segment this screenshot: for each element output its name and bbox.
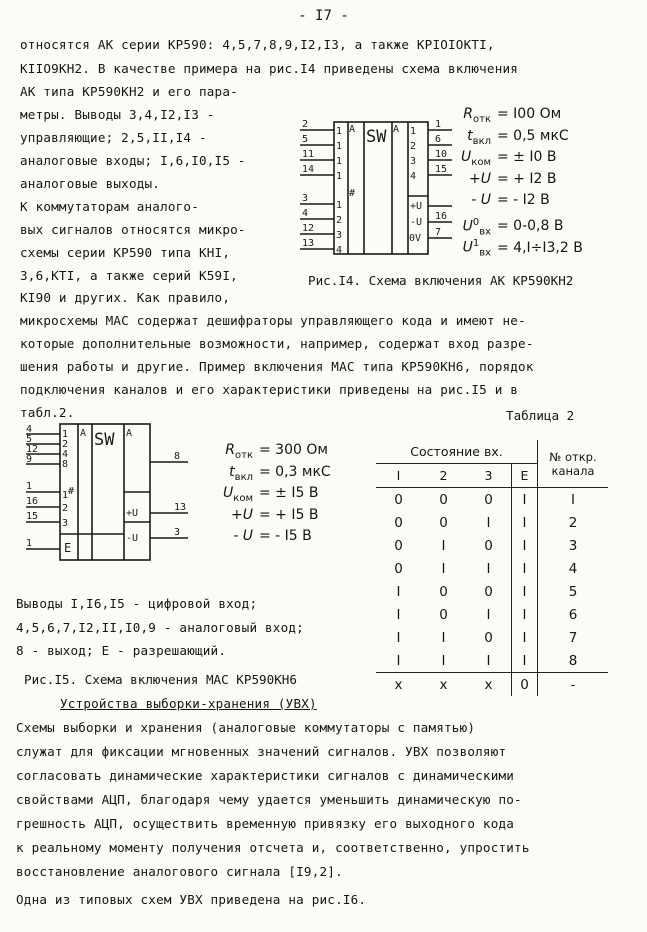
fig15-parameters [195, 440, 331, 548]
table-cell: I [441, 537, 446, 554]
text-line: микросхемы МАС содержат дешифраторы управляющего кода и имеют не- [20, 313, 526, 328]
fig14-pin-right: 10 [435, 149, 448, 160]
param-row: $U^1_{вх} = 4,I\div I3,2$ В [462, 238, 583, 259]
text-line: К коммутаторам аналого- [20, 199, 199, 214]
fig14-pin-left: 3 [302, 193, 309, 204]
table-cell: I [512, 626, 538, 649]
table-cell: 4 [538, 557, 609, 580]
table-cell: I [512, 557, 538, 580]
table-cell: 0 [394, 560, 403, 577]
fig14-inner-mark: 1 [410, 126, 417, 137]
fig14-pin-left: 4 [302, 208, 309, 219]
text-line: 3,6,КТI, а также серий К59I, [20, 268, 238, 283]
fig14-inner-mark: 1 [336, 141, 343, 152]
table-col-header: 3 [466, 464, 512, 488]
param-row: - U = - I2 В [471, 192, 550, 208]
table-cell: 0 [439, 491, 448, 508]
table-cell: I [512, 511, 538, 534]
table-cell: I [396, 629, 401, 646]
text-line: управляющие; 2,5,II,I4 - [20, 130, 207, 145]
fig15-pin-left: 15 [26, 511, 39, 522]
text-line: относятся АК серии КР590: 4,5,7,8,9,I2,I3, а также КРIОIОКТI, [20, 37, 495, 52]
fig15-pin-right: +U [126, 508, 139, 519]
table-row [376, 603, 608, 626]
table-row [376, 649, 608, 673]
text-line: подключения каналов и его характеристики приведены на рис.I5 и в [20, 382, 519, 397]
table-cell: 5 [538, 580, 609, 603]
table-col-header: E [512, 464, 538, 488]
param-row: $R_{отк} = 300$ Ом [225, 442, 328, 461]
table2-title: Таблица 2 [506, 408, 575, 423]
param-row: $U_{ком}$ = ± I5 В [223, 485, 319, 504]
fig14-inner-mark: 2 [336, 215, 343, 226]
text-line: согласовать динамические характеристики сигналов с динамическими [16, 768, 515, 783]
fig15-pin-left: 12 [26, 444, 39, 455]
text-line: грешность АЦП, осуществить временную привязку его выходного кода [16, 816, 515, 831]
fig15-inner-mark: 2 [62, 439, 69, 450]
table-cell: I [441, 560, 446, 577]
table-cell: I [421, 649, 466, 673]
table-cell: 0 [484, 629, 493, 646]
table-row [376, 673, 608, 697]
fig14-inner-mark: # [349, 188, 356, 199]
table-cell: 0 [484, 491, 493, 508]
fig14-pin-right: 16 [435, 211, 448, 222]
param-row: $t_{вкл} = 0,5$ мкС [467, 127, 569, 147]
fig14-pin-left: 5 [302, 134, 309, 145]
table-header-channel: № откр. канала [538, 440, 609, 488]
fig15-enable-label: E [64, 541, 72, 555]
text-line: к реальному моменту получения отсчета и, соответственно, упростить [16, 840, 530, 855]
table-cell: I [466, 649, 512, 673]
table-cell: 0 [484, 537, 493, 554]
fig14-pin-right: +U [410, 201, 423, 212]
fig15-schematic [16, 418, 196, 568]
fig14-inner-mark: A [393, 124, 400, 135]
table-cell: x [484, 676, 493, 693]
text-line: Выводы I,I6,I5 - цифровой вход; [16, 596, 258, 611]
fig14-pin-right: 6 [435, 134, 442, 145]
param-row: +U = + I5 В [231, 506, 319, 523]
fig14-pin-right: -U [410, 217, 423, 228]
table-cell: - [538, 673, 609, 697]
table-col-header: I [376, 464, 421, 488]
table-cell: I [538, 488, 609, 512]
fig14-pin-left: 12 [302, 223, 315, 234]
text-line: 8 - выход; E - разрешающий. [16, 643, 227, 658]
table-cell: x [394, 676, 403, 693]
fig14-inner-mark: 1 [336, 126, 343, 137]
fig15-caption: Рис.I5. Схема включения МАС КР590КН6 [24, 672, 297, 687]
fig15-pin-left: 16 [26, 496, 39, 507]
table-cell: I [512, 603, 538, 626]
fig14-pin-right: 15 [435, 164, 448, 175]
text-line: вых сигналов относятся микро- [20, 222, 246, 237]
fig15-chip-label: SW [94, 430, 115, 450]
text-line: аналоговые выходы. [20, 176, 161, 191]
fig15-inner-mark: 3 [62, 518, 69, 529]
fig14-pin-right: 7 [435, 227, 442, 238]
fig15-pin-right: 3 [174, 527, 181, 538]
fig14-pin-left: 2 [302, 119, 309, 130]
table-cell: 3 [538, 534, 609, 557]
table-cell: 0 [439, 514, 448, 531]
table-header-row [376, 440, 608, 464]
fig15-pin-left: 5 [26, 434, 33, 445]
text-line: шения работы и другие. Пример включения МАС типа КР590КН6, порядок [20, 359, 534, 374]
text-line: схемы серии КР590 типа КНI, [20, 245, 231, 260]
text-line: служат для фиксации мгновенных значений сигналов. УВХ позволяют [16, 744, 507, 759]
table-row [376, 580, 608, 603]
text-line: которые дополнительные возможности, например, содержат вход разре- [20, 336, 534, 351]
fig14-pin-right: 0V [409, 233, 422, 244]
text-line: Схемы выборки и хранения (аналоговые коммутаторы с памятью) [16, 720, 476, 735]
text-line: аналоговые входы; I,6,I0,I5 - [20, 153, 246, 168]
fig14-inner-mark: A [349, 124, 356, 135]
fig14-pin-left: 14 [302, 164, 315, 175]
fig14-parameters [433, 104, 583, 259]
text-line: табл.2. [20, 405, 75, 420]
table-cell: I [376, 649, 421, 673]
table-cell: 0 [439, 583, 448, 600]
fig15-pin-left: 1 [26, 538, 33, 549]
fig14-inner-mark: 1 [336, 156, 343, 167]
fig14-caption: Рис.I4. Схема включения АК КР590КН2 [308, 273, 574, 288]
param-row: - U = - I5 В [233, 528, 312, 544]
table-cell: 0 [512, 673, 538, 697]
table2 [376, 440, 608, 696]
table-header-group: Состояние вх. [376, 440, 538, 464]
table-cell: I [396, 583, 401, 600]
fig14-inner-mark: 1 [336, 200, 343, 211]
table-cell: I [486, 514, 491, 531]
param-row: $t_{вкл} = 0,3$ мкС [229, 463, 331, 483]
table-row [376, 534, 608, 557]
fig14-inner-mark: 2 [410, 141, 417, 152]
table-cell: 0 [394, 491, 403, 508]
fig15-pin-right: 13 [174, 502, 187, 513]
table-cell: I [512, 649, 538, 673]
text-line: свойствами АЦП, благодаря чему удается уменьшить динамическую по- [16, 792, 522, 807]
table-cell: 0 [394, 514, 403, 531]
table-cell: 6 [538, 603, 609, 626]
param-row: $R_{отк} = I00$ Ом [463, 106, 562, 125]
table-cell: 0 [484, 583, 493, 600]
param-row: $U_{ком}$ = ± I0 В [461, 149, 557, 168]
fig15-inner-mark: A [80, 428, 87, 439]
fig14-chip-label: SW [366, 127, 387, 147]
fig14-inner-mark: 4 [336, 245, 343, 256]
table-cell: x [439, 676, 448, 693]
table-cell: I [512, 534, 538, 557]
text-line: восстановление аналогового сигнала [I9,2]. [16, 864, 343, 879]
table-cell: 0 [394, 537, 403, 554]
table-cell: 2 [538, 511, 609, 534]
fig15-pin-right: -U [126, 533, 139, 544]
text-line: АК типа КР590КН2 и его пара- [20, 84, 238, 99]
table-cell: I [486, 606, 491, 623]
fig14-inner-mark: 3 [336, 230, 343, 241]
table-cell: I [396, 606, 401, 623]
table-cell: I [512, 580, 538, 603]
fig15-inner-mark: # [68, 486, 75, 497]
fig15-pin-left: 1 [26, 481, 33, 492]
fig15-pin-right: 8 [174, 451, 181, 462]
table-cell: I [486, 560, 491, 577]
fig14-inner-mark: 4 [410, 171, 417, 182]
table-cell: 7 [538, 626, 609, 649]
table-col-header: 2 [421, 464, 466, 488]
fig15-pin-left: 4 [26, 424, 33, 435]
table-cell: 0 [439, 606, 448, 623]
table-cell: 8 [538, 649, 609, 673]
text-line: КI90 и других. Как правило, [20, 290, 231, 305]
text-line: 4,5,6,7,I2,II,I0,9 - аналоговый вход; [16, 620, 304, 635]
section-heading: Устройства выборки-хранения (УВХ) [60, 696, 317, 711]
table-cell: I [512, 488, 538, 512]
page-number: - I7 - [298, 8, 349, 24]
table-row [376, 511, 608, 534]
fig15-inner-mark: 2 [62, 503, 69, 514]
fig14-inner-mark: 1 [336, 171, 343, 182]
fig14-pin-right: 1 [435, 119, 442, 130]
param-row: +U = + I2 В [469, 170, 557, 187]
fig14-pin-left: 13 [302, 238, 315, 249]
fig15-inner-mark: 1 [62, 490, 69, 501]
fig15-inner-mark: 4 [62, 449, 69, 460]
fig15-pin-left: 9 [26, 454, 33, 465]
fig15-inner-mark: 1 [62, 429, 69, 440]
fig14-inner-mark: 3 [410, 156, 417, 167]
table-cell: I [441, 629, 446, 646]
text-line: КIIО9КН2. В качестве примера на рис.I4 приведены схема включения [20, 61, 519, 76]
param-row: $U^0_{вх} = 0-0,8$ В [462, 216, 564, 237]
table-row [376, 626, 608, 649]
table-row [376, 557, 608, 580]
fig15-inner-mark: A [126, 428, 133, 439]
text-line: Одна из типовых схем УВХ приведена на рис.I6. [16, 892, 367, 907]
text-line: метры. Выводы 3,4,I2,I3 - [20, 107, 215, 122]
fig14-pin-left: 11 [302, 149, 315, 160]
fig15-inner-mark: 8 [62, 459, 69, 470]
table-row [376, 488, 608, 512]
